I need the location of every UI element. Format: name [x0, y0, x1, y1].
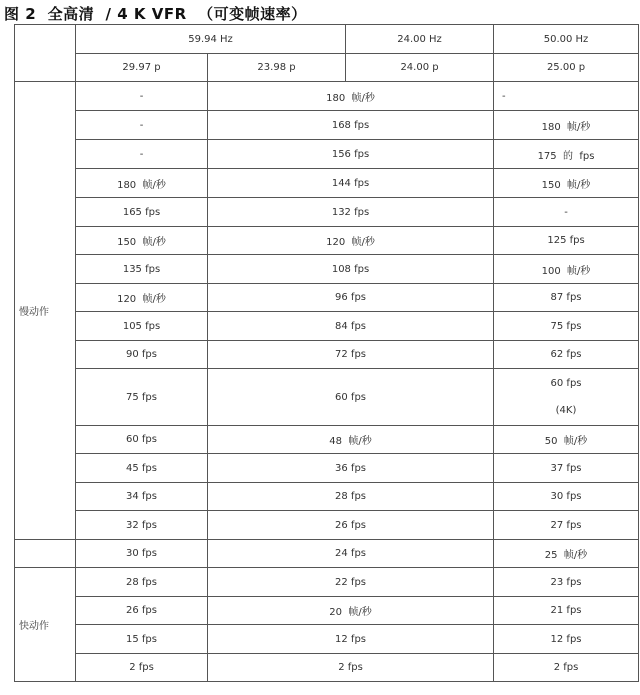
cell-25-00p: 2 fps: [494, 654, 639, 682]
cell-29-97p: 34 fps: [76, 483, 208, 511]
cell-25-00p: 25 帧/秒: [494, 540, 639, 568]
cell-25-00p: 27 fps: [494, 511, 639, 540]
header-rate-23-98p: 23.98 p: [208, 54, 346, 82]
cell-29-97p: 2 fps: [76, 654, 208, 682]
cell-25-00p: 125 fps: [494, 227, 639, 255]
cell-29-97p: 135 fps: [76, 255, 208, 284]
table-row: [15, 369, 639, 426]
cell-23-98p-24-00p: 168 fps: [208, 111, 494, 140]
cell-25-00p: 180 帧/秒: [494, 111, 639, 140]
header-freq-59-94: 59.94 Hz: [76, 25, 346, 54]
cell-25-00p: 87 fps: [494, 284, 639, 312]
cell-25-00p: 37 fps: [494, 454, 639, 483]
cell-29-97p: 26 fps: [76, 597, 208, 625]
cell-29-97p: 165 fps: [76, 198, 208, 227]
figure-title: 图 2 全高清 / 4 K VFR （可变帧速率）: [4, 5, 307, 23]
table-row: [15, 227, 639, 255]
cell-25-00p: 30 fps: [494, 483, 639, 511]
cell-29-97p: 28 fps: [76, 568, 208, 597]
cell-23-98p-24-00p: 36 fps: [208, 454, 494, 483]
header-freq-50-00: 50.00 Hz: [494, 25, 639, 54]
cell-23-98p-24-00p: 144 fps: [208, 169, 494, 198]
group-label-slow-motion: 慢动作: [15, 82, 76, 540]
table-row: [15, 454, 639, 483]
table-row: [15, 312, 639, 341]
cell-25-00p: -: [494, 198, 639, 227]
cell-29-97p: 90 fps: [76, 341, 208, 369]
cell-23-98p-24-00p: 84 fps: [208, 312, 494, 341]
cell-29-97p: -: [76, 140, 208, 169]
cell-25-00p: 21 fps: [494, 597, 639, 625]
table-row: [15, 625, 639, 654]
cell-23-98p-24-00p: 22 fps: [208, 568, 494, 597]
cell-29-97p: 120 帧/秒: [76, 284, 208, 312]
cell-29-97p: 105 fps: [76, 312, 208, 341]
cell-29-97p: 60 fps: [76, 426, 208, 454]
cell-29-97p: 150 帧/秒: [76, 227, 208, 255]
cell-23-98p-24-00p: 20 帧/秒: [208, 597, 494, 625]
cell-29-97p: -: [76, 82, 208, 111]
cell-25-00p: 23 fps: [494, 568, 639, 597]
table-row: [15, 284, 639, 312]
table-row: [15, 140, 639, 169]
cell-29-97p: 30 fps: [76, 540, 208, 568]
table-row: [15, 198, 639, 227]
group-label-normal: [15, 540, 76, 568]
header-row-frequency: [15, 25, 639, 54]
cell-23-98p-24-00p: 2 fps: [208, 654, 494, 682]
cell-23-98p-24-00p: 132 fps: [208, 198, 494, 227]
cell-25-00p: 62 fps: [494, 341, 639, 369]
cell-23-98p-24-00p: 24 fps: [208, 540, 494, 568]
group-label-fast-motion: 快动作: [15, 568, 76, 682]
table-row: [15, 82, 639, 111]
table-row: [15, 597, 639, 625]
cell-25-00p: 100 帧/秒: [494, 255, 639, 284]
cell-25-00p: 75 fps: [494, 312, 639, 341]
cell-25-00p: [494, 369, 639, 426]
table-row: [15, 568, 639, 597]
cell-23-98p-24-00p: 180 帧/秒: [208, 82, 494, 111]
table-row: [15, 511, 639, 540]
cell-25-00p: 12 fps: [494, 625, 639, 654]
cell-23-98p-24-00p: 156 fps: [208, 140, 494, 169]
table-row: [15, 169, 639, 198]
cell-23-98p-24-00p: 120 帧/秒: [208, 227, 494, 255]
cell-29-97p: -: [76, 111, 208, 140]
corner-cell: [15, 25, 76, 82]
table-row: [15, 111, 639, 140]
cell-23-98p-24-00p: 96 fps: [208, 284, 494, 312]
table-row: [15, 341, 639, 369]
table-row: [15, 255, 639, 284]
table-row: [15, 654, 639, 682]
header-rate-29-97p: 29.97 p: [76, 54, 208, 82]
header-rate-24-00p: 24.00 p: [346, 54, 494, 82]
cell-23-98p-24-00p: 26 fps: [208, 511, 494, 540]
cell-29-97p: 32 fps: [76, 511, 208, 540]
header-rate-25-00p: 25.00 p: [494, 54, 639, 82]
cell-25-00p-line2: (4K): [555, 405, 577, 416]
cell-25-00p: 50 帧/秒: [494, 426, 639, 454]
cell-25-00p: 175 的 fps: [494, 140, 639, 169]
vfr-frame-rate-table: [14, 24, 639, 682]
header-row-rate: [15, 54, 639, 82]
cell-25-00p-line1: 60 fps: [550, 378, 582, 389]
cell-23-98p-24-00p: 108 fps: [208, 255, 494, 284]
cell-29-97p: 45 fps: [76, 454, 208, 483]
table-row: [15, 483, 639, 511]
cell-23-98p-24-00p: 12 fps: [208, 625, 494, 654]
cell-23-98p-24-00p: 28 fps: [208, 483, 494, 511]
header-freq-24-00: 24.00 Hz: [346, 25, 494, 54]
table-row: [15, 426, 639, 454]
table-row: [15, 540, 639, 568]
cell-25-00p: -: [494, 82, 639, 111]
cell-29-97p: 15 fps: [76, 625, 208, 654]
cell-29-97p: 180 帧/秒: [76, 169, 208, 198]
cell-23-98p-24-00p: 72 fps: [208, 341, 494, 369]
cell-23-98p-24-00p: 60 fps: [208, 369, 494, 426]
cell-25-00p: 150 帧/秒: [494, 169, 639, 198]
cell-29-97p: 75 fps: [76, 369, 208, 426]
cell-23-98p-24-00p: 48 帧/秒: [208, 426, 494, 454]
